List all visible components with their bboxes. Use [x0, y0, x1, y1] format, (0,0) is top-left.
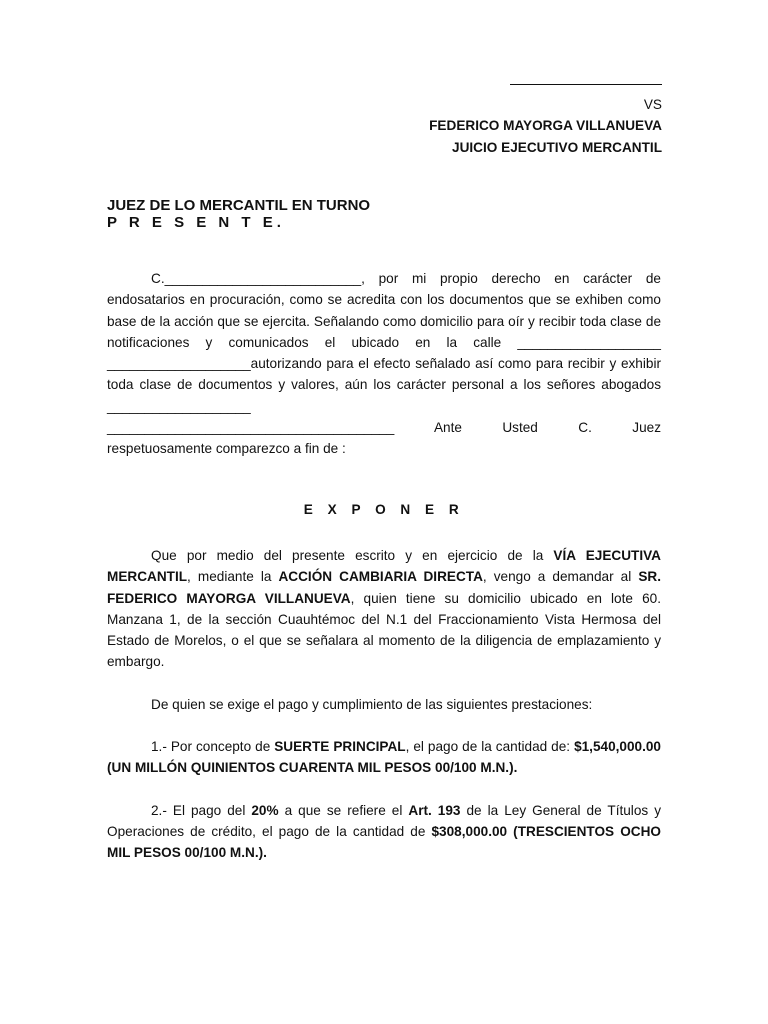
text-run: , quien tiene su domicilio ubicado en lote 60. Manzana 1, de la sección Cuauhtémoc del N.1 del Fraccionamiento Vista Hermosa del Estado de Morelos, o el que se señalara al momento de la diligencia de emplazamiento y embargo. — [107, 590, 661, 670]
text-run: , vengo a demandar al — [482, 569, 639, 585]
text-run-bold: SR. FEDERICO MAYORGA VILLANUEVA — [107, 569, 661, 606]
spacer — [107, 715, 661, 736]
text-run-bold: 20% — [251, 802, 279, 818]
text-run-bold: $1,540,000.00 (UN MILLÓN QUINIENTOS CUARENTA MIL PESOS 00/100 M.N.). — [107, 739, 661, 776]
versus-label: VS — [643, 96, 662, 112]
text-run: , el pago de la cantidad de: — [405, 739, 575, 755]
text-run-bold: Art. 193 — [408, 802, 461, 818]
prestacion-item-2 — [107, 800, 661, 864]
prestacion-item-1 — [107, 736, 661, 779]
expose-section — [107, 545, 661, 864]
text-run: a que se refiere el — [278, 802, 409, 818]
text-run: de la Ley General de Títulos y Operaciones de crédito, el pago de la cantidad de — [107, 802, 661, 839]
expose-paragraph — [107, 545, 661, 673]
text-run: , mediante la — [187, 569, 279, 585]
addressee-judge: JUEZ DE LO MERCANTIL EN TURNO — [107, 197, 371, 214]
case-type: JUICIO EJECUTIVO MERCANTIL — [452, 139, 662, 155]
case-header — [429, 70, 662, 158]
text-run-bold: ACCIÓN CAMBIARIA DIRECTA — [278, 569, 483, 585]
section-title-exponer: E X P O N E R — [303, 502, 465, 517]
intro-paragraph: C.__________________________, por mi propio derecho en carácter de endosatarios en procuración, como se acredita con los documentos que se exhiben como base de la acción que se ejercita. Señalando como domicilio para oír y recibir toda clase de notificaciones y comunicados el ubicado en la calle ___________________ ___________________autorizando para el efecto señalado así como para recibir y exhibir toda clase de documentos y valores, aún los carácter personal a los señores abogados ___________________ — [107, 271, 661, 414]
intro-paragraph-end: respetuosamente comparezco a fin de : — [107, 441, 346, 457]
spacer — [107, 779, 661, 800]
text-run-bold: $308,000.00 (TRESCIENTOS OCHO MIL PESOS 00/100 M.N.). — [107, 823, 661, 861]
prestaciones-intro: De quien se exige el pago y cumplimiento de las siguientes prestaciones: — [151, 696, 593, 712]
spacer — [107, 673, 661, 694]
text-run-bold: SUERTE PRINCIPAL — [274, 739, 406, 755]
addressee-block — [107, 197, 370, 231]
text-run: 1.- Por concepto de — [151, 739, 275, 755]
intro-paragraph-cont: ______________________________________ Ante Usted C. Juez — [107, 420, 661, 436]
text-run: Que por medio del presente escrito y en ejercicio de la — [151, 548, 554, 563]
addressee-presente: P R E S E N T E. — [107, 214, 285, 231]
plaintiff-blank-line — [510, 70, 662, 85]
intro-section — [107, 268, 661, 460]
text-run: 2.- El pago del — [151, 802, 252, 818]
defendant-name: FEDERICO MAYORGA VILLANUEVA — [429, 118, 662, 133]
text-run-bold: VÍA EJECUTIVA MERCANTIL — [107, 548, 661, 585]
